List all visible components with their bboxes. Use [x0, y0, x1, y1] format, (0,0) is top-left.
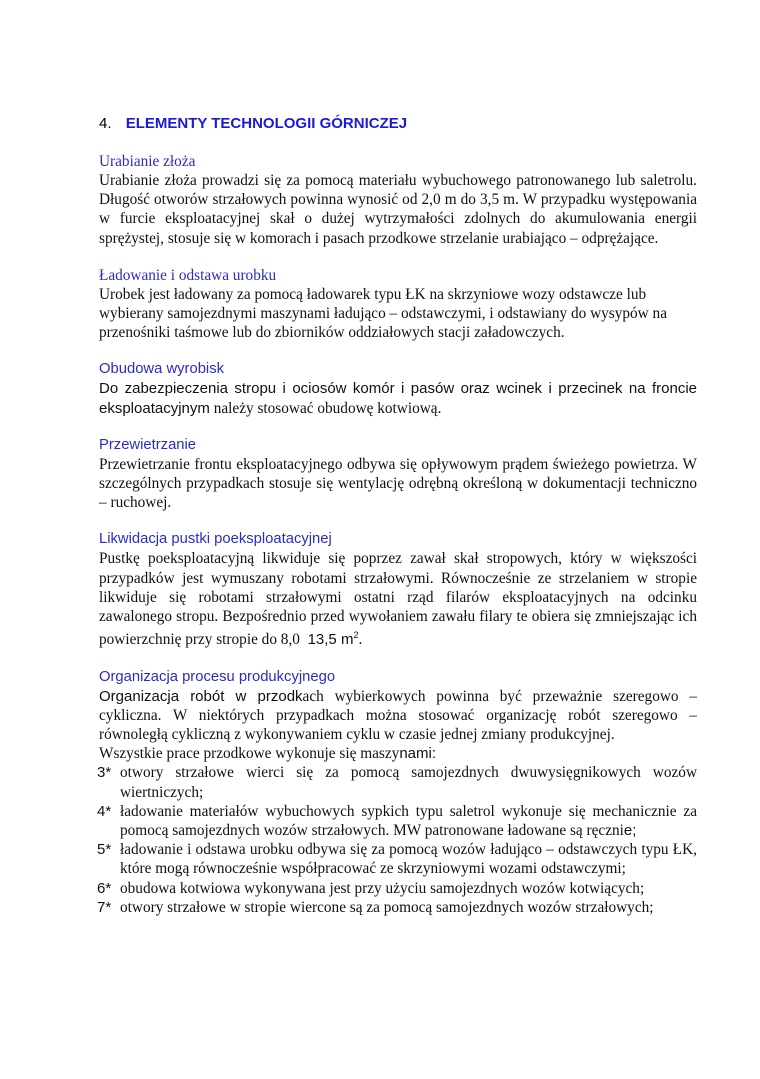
section-urabianie	[99, 152, 697, 248]
section-text-serif: należy stosować obudowę kotwiową.	[209, 399, 442, 417]
likwidacja-area: 13,5 m	[307, 631, 354, 649]
list-item	[99, 840, 697, 878]
chapter-title: ELEMENTY TECHNOLOGII GÓRNICZEJ	[125, 115, 408, 132]
organizacja-paragraph-2	[99, 744, 697, 763]
list-item-text: otwory strzałowe w stropie wiercone są za pomocą samojezdnych wozów strzałowych;	[120, 898, 654, 916]
likwidacja-body: Pustkę poeksploatacyjną likwiduje się poprzez zawał skał stropowych, który w większości przypadków jest wymuszany robotami strzałowymi. Równocześnie ze strzelaniem w stropie likwiduje się robotami strzałowymi ostatni rząd filarów eksploatacyjnych na odcinku zawalonego stropu. Bezpośrednio przed wywołaniem zawału filary te obiera się zmniejszając ich powierzchnię przy stropie do 8,0	[99, 550, 697, 649]
section-title: Urabianie złoża	[99, 153, 196, 170]
section-likwidacja	[99, 530, 697, 649]
list-item-text: ładowanie i odstawa urobku odbywa się za pomocą wozów ładująco – odstawczych typu ŁK, które mogą równocześnie współpracować ze skrzyniowymi wozami odstawczymi;	[120, 841, 697, 878]
section-title: Organizacja procesu produkcyjnego	[99, 668, 336, 685]
list-marker: 7*	[97, 898, 112, 916]
section-text: Urobek jest ładowany za pomocą ładowarek typu ŁK na skrzyniowe wozy odstawcze lub wybierany samojezdnymi maszynami ładująco – odstawczymi, i odstawiany do wysypów na przenośniki taśmowe lub do zbiorników oddziałowych stacji załadowczych.	[99, 285, 667, 342]
section-text	[99, 379, 697, 417]
organizacja-p2-sans: nami:	[399, 745, 437, 763]
list-marker: 6*	[97, 879, 112, 897]
section-ladowanie	[99, 266, 697, 343]
section-text-sans: Do zabezpieczenia stropu i ociosów komór i pasów oraz wcinek i przecinek na froncie eksploatacyjnym	[99, 380, 697, 417]
section-obudowa	[99, 360, 697, 417]
organizacja-serif: ach wybierkowych powinna być przeważnie szeregowo – cykliczna. W niektórych przypadkach można stosować organizację robót szeregowo – równoległą cykliczną z wykonywaniem cyklu w czasie jednej zmiany produkcyjnej.	[99, 687, 697, 743]
list-item	[99, 898, 697, 917]
list-marker: 4*	[97, 802, 112, 820]
list-item-text	[120, 802, 697, 840]
organizacja-sans: Organizacja robót w przodk	[99, 687, 303, 705]
section-title: Ładowanie i odstawa urobku	[99, 266, 277, 284]
section-text	[99, 549, 697, 649]
list-item	[99, 879, 697, 898]
list-item-text: obudowa kotwiowa wykonywana jest przy użyciu samojezdnych wozów kotwiących;	[120, 879, 645, 897]
list-item-text: otwory strzałowe wierci się za pomocą samojezdnych dwuwysięgnikowych wozów wiertniczych;	[120, 764, 697, 801]
section-przewietrzanie	[99, 436, 697, 513]
work-list	[99, 763, 697, 917]
organizacja-p2-serif: Wszystkie prace przodkowe wykonuje się maszy	[99, 745, 400, 763]
document-page	[99, 114, 697, 935]
section-text: Przewietrzanie frontu eksploatacyjnego odbywa się opływowym prądem świeżego powietrza. W szczególnych przypadkach stosuje się wentylację odrębną określoną w dokumentacji techniczno – ruchowej.	[99, 455, 697, 512]
section-title: Likwidacja pustki poeksploatacyjnej	[99, 531, 332, 548]
list-item-text-tail: e;	[623, 821, 637, 839]
list-item	[99, 763, 697, 801]
period: .	[358, 631, 363, 649]
organizacja-paragraph-1	[99, 687, 697, 745]
chapter-heading	[99, 114, 697, 134]
list-marker: 5*	[97, 841, 112, 859]
list-marker: 3*	[97, 764, 112, 782]
superscript: 2	[353, 630, 359, 641]
section-title: Obudowa wyrobisk	[99, 361, 225, 378]
list-item-text-main: ładowanie materiałów wybuchowych sypkich typu saletrol wykonuje się mechanicznie za pomocą samojezdnych wozów strzałowych. MW patronowane ładowane są ręczni	[120, 802, 697, 839]
chapter-number: 4.	[99, 115, 112, 132]
section-title: Przewietrzanie	[99, 436, 197, 453]
section-organizacja	[99, 668, 697, 917]
section-text: Urabianie złoża prowadzi się za pomocą materiału wybuchowego patronowanego lub saletrolu. Długość otworów strzałowych powinna wynosić od 2,0 m do 3,5 m. W przypadku występowania w furcie eksploatacyjnej skał o dużej wytrzymałości zdolnych do akumulowania energii sprężystej, stosuje się w komorach i pasach przodkowe strzelanie urabiająco – odprężające.	[99, 172, 697, 247]
list-item	[99, 802, 697, 840]
